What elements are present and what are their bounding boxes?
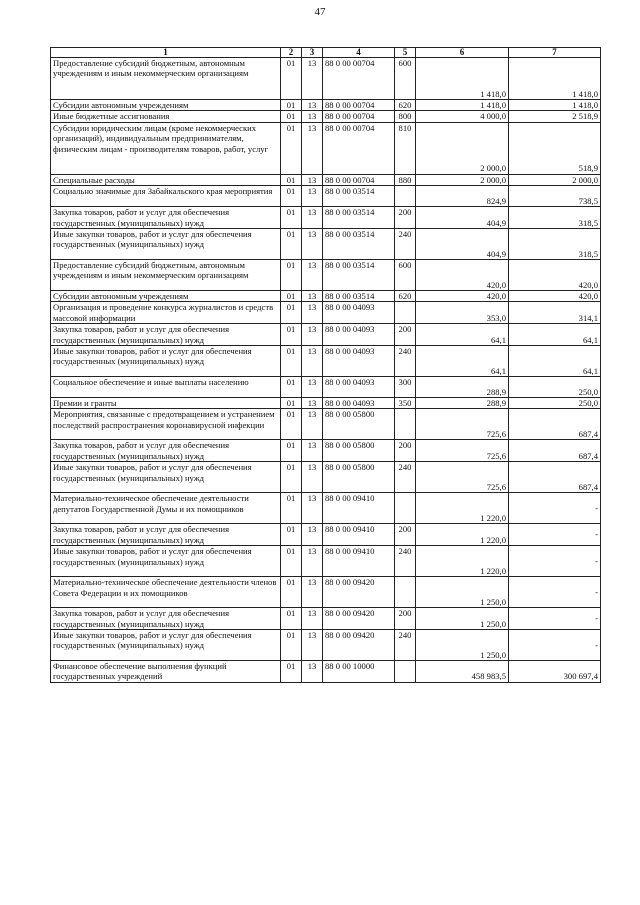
row-expense-type-code: 200 [395, 207, 416, 229]
row-name: Иные закупки товаров, работ и услуг для обеспечения государственных (муниципальных) нужд [51, 629, 281, 660]
row-subsection-code: 13 [302, 324, 323, 346]
row-amount-col6: 458 983,5 [416, 660, 509, 682]
row-name: Материально-техническое обеспечение деятельности членов Совета Федерации и их помощников [51, 577, 281, 608]
row-section-code: 01 [281, 462, 302, 493]
row-target-article-code: 88 0 00 05800 [323, 409, 395, 440]
row-amount-col6: 404,9 [416, 207, 509, 229]
row-amount-col6: 4 000,0 [416, 111, 509, 122]
row-name: Иные закупки товаров, работ и услуг для обеспечения государственных (муниципальных) нужд [51, 462, 281, 493]
row-amount-col6: 420,0 [416, 260, 509, 291]
header-col-2: 2 [281, 48, 302, 58]
row-amount-col7: 64,1 [509, 324, 601, 346]
table-row [51, 524, 601, 546]
row-section-code: 01 [281, 260, 302, 291]
row-expense-type-code [395, 493, 416, 524]
row-expense-type-code: 880 [395, 174, 416, 185]
row-subsection-code: 13 [302, 302, 323, 324]
table-row [51, 207, 601, 229]
row-name: Закупка товаров, работ и услуг для обеспечения государственных (муниципальных) нужд [51, 207, 281, 229]
row-name: Финансовое обеспечение выполнения функций государственных учреждений [51, 660, 281, 682]
table-row [51, 629, 601, 660]
row-expense-type-code: 600 [395, 260, 416, 291]
row-amount-col6: 2 000,0 [416, 122, 509, 174]
row-amount-col6: 64,1 [416, 324, 509, 346]
page-number: 47 [314, 6, 326, 18]
row-subsection-code: 13 [302, 229, 323, 260]
row-name: Организация и проведение конкурса журналистов и средств массовой информации [51, 302, 281, 324]
row-amount-col7: 314,1 [509, 302, 601, 324]
row-target-article-code: 88 0 00 05800 [323, 440, 395, 462]
table-row [51, 174, 601, 185]
row-subsection-code: 13 [302, 260, 323, 291]
row-amount-col7: - [509, 629, 601, 660]
row-section-code: 01 [281, 174, 302, 185]
table-row [51, 577, 601, 608]
row-amount-col7: - [509, 608, 601, 630]
row-expense-type-code: 240 [395, 629, 416, 660]
row-target-article-code: 88 0 00 03514 [323, 291, 395, 302]
row-amount-col6: 353,0 [416, 302, 509, 324]
row-expense-type-code [395, 577, 416, 608]
row-expense-type-code [395, 186, 416, 207]
row-target-article-code: 88 0 00 03514 [323, 186, 395, 207]
table-row [51, 229, 601, 260]
row-target-article-code: 88 0 00 09410 [323, 524, 395, 546]
row-section-code: 01 [281, 100, 302, 111]
row-amount-col7: 687,4 [509, 462, 601, 493]
row-amount-col7: 420,0 [509, 291, 601, 302]
row-target-article-code: 88 0 00 10000 [323, 660, 395, 682]
row-expense-type-code: 620 [395, 291, 416, 302]
row-subsection-code: 13 [302, 207, 323, 229]
row-section-code: 01 [281, 524, 302, 546]
row-amount-col7: 687,4 [509, 440, 601, 462]
row-target-article-code: 88 0 00 09420 [323, 629, 395, 660]
table-row [51, 377, 601, 398]
row-amount-col6: 288,9 [416, 377, 509, 398]
row-subsection-code: 13 [302, 546, 323, 577]
row-name: Специальные расходы [51, 174, 281, 185]
row-name: Закупка товаров, работ и услуг для обеспечения государственных (муниципальных) нужд [51, 440, 281, 462]
row-target-article-code: 88 0 00 03514 [323, 260, 395, 291]
row-name: Закупка товаров, работ и услуг для обеспечения государственных (муниципальных) нужд [51, 324, 281, 346]
table-row [51, 324, 601, 346]
row-name: Социально значимые для Забайкальского края мероприятия [51, 186, 281, 207]
row-name: Социальное обеспечение и иные выплаты населению [51, 377, 281, 398]
row-expense-type-code: 240 [395, 462, 416, 493]
row-expense-type-code: 810 [395, 122, 416, 174]
row-section-code: 01 [281, 229, 302, 260]
table-row [51, 122, 601, 174]
row-amount-col7: 318,5 [509, 229, 601, 260]
row-name: Субсидии юридическим лицам (кроме некоммерческих организаций), индивидуальным предпринимателям, физическим лицам - производителям товаров, работ, услуг [51, 122, 281, 174]
row-name: Иные закупки товаров, работ и услуг для обеспечения государственных (муниципальных) нужд [51, 546, 281, 577]
row-name: Материально-техническое обеспечение деятельности депутатов Государственной Думы и их помощников [51, 493, 281, 524]
row-target-article-code: 88 0 00 09410 [323, 546, 395, 577]
row-target-article-code: 88 0 00 00704 [323, 58, 395, 100]
row-amount-col7: 318,5 [509, 207, 601, 229]
row-subsection-code: 13 [302, 409, 323, 440]
row-amount-col7: - [509, 546, 601, 577]
table-row [51, 291, 601, 302]
row-amount-col6: 1 250,0 [416, 629, 509, 660]
row-subsection-code: 13 [302, 100, 323, 111]
row-amount-col7: 64,1 [509, 346, 601, 377]
row-amount-col7: - [509, 524, 601, 546]
row-amount-col7: 518,9 [509, 122, 601, 174]
row-target-article-code: 88 0 00 00704 [323, 122, 395, 174]
row-section-code: 01 [281, 660, 302, 682]
row-amount-col6: 725,6 [416, 462, 509, 493]
header-row [51, 48, 601, 58]
row-name: Мероприятия, связанные с предотвращением и устранением последствий распространения коронавирусной инфекции [51, 409, 281, 440]
row-target-article-code: 88 0 00 03514 [323, 229, 395, 260]
row-target-article-code: 88 0 00 09410 [323, 493, 395, 524]
row-amount-col7: 687,4 [509, 409, 601, 440]
row-subsection-code: 13 [302, 398, 323, 409]
table-row [51, 100, 601, 111]
row-target-article-code: 88 0 00 00704 [323, 111, 395, 122]
row-section-code: 01 [281, 324, 302, 346]
table-row [51, 462, 601, 493]
table-row [51, 58, 601, 100]
row-target-article-code: 88 0 00 04093 [323, 377, 395, 398]
row-amount-col6: 1 250,0 [416, 608, 509, 630]
table-row [51, 111, 601, 122]
row-target-article-code: 88 0 00 04093 [323, 302, 395, 324]
table-row [51, 409, 601, 440]
header-col-3: 3 [302, 48, 323, 58]
row-subsection-code: 13 [302, 462, 323, 493]
table-row [51, 346, 601, 377]
row-target-article-code: 88 0 00 03514 [323, 207, 395, 229]
row-subsection-code: 13 [302, 346, 323, 377]
row-section-code: 01 [281, 608, 302, 630]
row-expense-type-code: 200 [395, 524, 416, 546]
table-body [51, 58, 601, 683]
row-name: Иные закупки товаров, работ и услуг для обеспечения государственных (муниципальных) нужд [51, 346, 281, 377]
row-subsection-code: 13 [302, 174, 323, 185]
row-target-article-code: 88 0 00 09420 [323, 608, 395, 630]
row-section-code: 01 [281, 409, 302, 440]
row-target-article-code: 88 0 00 09420 [323, 577, 395, 608]
row-amount-col7: - [509, 493, 601, 524]
row-target-article-code: 88 0 00 04093 [323, 398, 395, 409]
row-amount-col7: 1 418,0 [509, 58, 601, 100]
row-name: Закупка товаров, работ и услуг для обеспечения государственных (муниципальных) нужд [51, 608, 281, 630]
row-subsection-code: 13 [302, 186, 323, 207]
header-col-1: 1 [51, 48, 281, 58]
row-section-code: 01 [281, 302, 302, 324]
header-col-4: 4 [323, 48, 395, 58]
table-row [51, 440, 601, 462]
row-subsection-code: 13 [302, 111, 323, 122]
row-amount-col7: 420,0 [509, 260, 601, 291]
row-amount-col6: 64,1 [416, 346, 509, 377]
table-row [51, 660, 601, 682]
row-section-code: 01 [281, 186, 302, 207]
row-amount-col7: 738,5 [509, 186, 601, 207]
row-amount-col6: 1 220,0 [416, 546, 509, 577]
row-expense-type-code: 600 [395, 58, 416, 100]
row-section-code: 01 [281, 629, 302, 660]
row-expense-type-code: 240 [395, 546, 416, 577]
row-section-code: 01 [281, 377, 302, 398]
row-amount-col6: 725,6 [416, 440, 509, 462]
row-amount-col6: 1 220,0 [416, 493, 509, 524]
table-row [51, 260, 601, 291]
row-section-code: 01 [281, 346, 302, 377]
row-amount-col7: 2 000,0 [509, 174, 601, 185]
row-subsection-code: 13 [302, 440, 323, 462]
table-row [51, 608, 601, 630]
row-subsection-code: 13 [302, 524, 323, 546]
row-amount-col6: 725,6 [416, 409, 509, 440]
row-expense-type-code [395, 409, 416, 440]
row-amount-col7: 250,0 [509, 398, 601, 409]
row-section-code: 01 [281, 577, 302, 608]
header-col-5: 5 [395, 48, 416, 58]
row-expense-type-code: 200 [395, 324, 416, 346]
table-row [51, 302, 601, 324]
row-amount-col6: 288,9 [416, 398, 509, 409]
row-subsection-code: 13 [302, 660, 323, 682]
row-amount-col6: 1 250,0 [416, 577, 509, 608]
row-subsection-code: 13 [302, 493, 323, 524]
table-row [51, 398, 601, 409]
row-amount-col6: 420,0 [416, 291, 509, 302]
row-expense-type-code: 240 [395, 346, 416, 377]
table-row [51, 546, 601, 577]
row-amount-col7: 300 697,4 [509, 660, 601, 682]
row-subsection-code: 13 [302, 608, 323, 630]
row-amount-col6: 404,9 [416, 229, 509, 260]
row-name: Иные закупки товаров, работ и услуг для обеспечения государственных (муниципальных) нужд [51, 229, 281, 260]
row-expense-type-code: 300 [395, 377, 416, 398]
row-section-code: 01 [281, 58, 302, 100]
row-amount-col7: - [509, 577, 601, 608]
row-name: Премии и гранты [51, 398, 281, 409]
row-amount-col6: 1 418,0 [416, 58, 509, 100]
row-section-code: 01 [281, 207, 302, 229]
row-section-code: 01 [281, 291, 302, 302]
row-amount-col6: 1 418,0 [416, 100, 509, 111]
row-expense-type-code: 620 [395, 100, 416, 111]
table-row [51, 186, 601, 207]
row-expense-type-code: 200 [395, 440, 416, 462]
row-target-article-code: 88 0 00 04093 [323, 346, 395, 377]
row-name: Иные бюджетные ассигнования [51, 111, 281, 122]
row-section-code: 01 [281, 440, 302, 462]
row-name: Закупка товаров, работ и услуг для обеспечения государственных (муниципальных) нужд [51, 524, 281, 546]
row-section-code: 01 [281, 122, 302, 174]
header-col-7: 7 [509, 48, 601, 58]
row-section-code: 01 [281, 111, 302, 122]
row-expense-type-code [395, 302, 416, 324]
row-expense-type-code: 240 [395, 229, 416, 260]
row-amount-col6: 1 220,0 [416, 524, 509, 546]
row-name: Предоставление субсидий бюджетным, автономным учреждениям и иным некоммерческим организациям [51, 260, 281, 291]
row-section-code: 01 [281, 546, 302, 577]
row-section-code: 01 [281, 493, 302, 524]
row-amount-col7: 250,0 [509, 377, 601, 398]
row-subsection-code: 13 [302, 291, 323, 302]
header-col-6: 6 [416, 48, 509, 58]
row-amount-col7: 2 518,9 [509, 111, 601, 122]
row-section-code: 01 [281, 398, 302, 409]
table-row [51, 493, 601, 524]
row-expense-type-code [395, 660, 416, 682]
row-subsection-code: 13 [302, 122, 323, 174]
row-name: Предоставление субсидий бюджетным, автономным учреждениям и иным некоммерческим организациям [51, 58, 281, 100]
row-amount-col6: 824,9 [416, 186, 509, 207]
row-expense-type-code: 800 [395, 111, 416, 122]
row-subsection-code: 13 [302, 577, 323, 608]
row-name: Субсидии автономным учреждениям [51, 100, 281, 111]
budget-table [50, 47, 601, 683]
row-target-article-code: 88 0 00 05800 [323, 462, 395, 493]
row-target-article-code: 88 0 00 00704 [323, 100, 395, 111]
row-subsection-code: 13 [302, 629, 323, 660]
row-target-article-code: 88 0 00 04093 [323, 324, 395, 346]
row-target-article-code: 88 0 00 00704 [323, 174, 395, 185]
row-subsection-code: 13 [302, 377, 323, 398]
row-amount-col7: 1 418,0 [509, 100, 601, 111]
row-expense-type-code: 350 [395, 398, 416, 409]
row-amount-col6: 2 000,0 [416, 174, 509, 185]
row-name: Субсидии автономным учреждениям [51, 291, 281, 302]
row-expense-type-code: 200 [395, 608, 416, 630]
row-subsection-code: 13 [302, 58, 323, 100]
